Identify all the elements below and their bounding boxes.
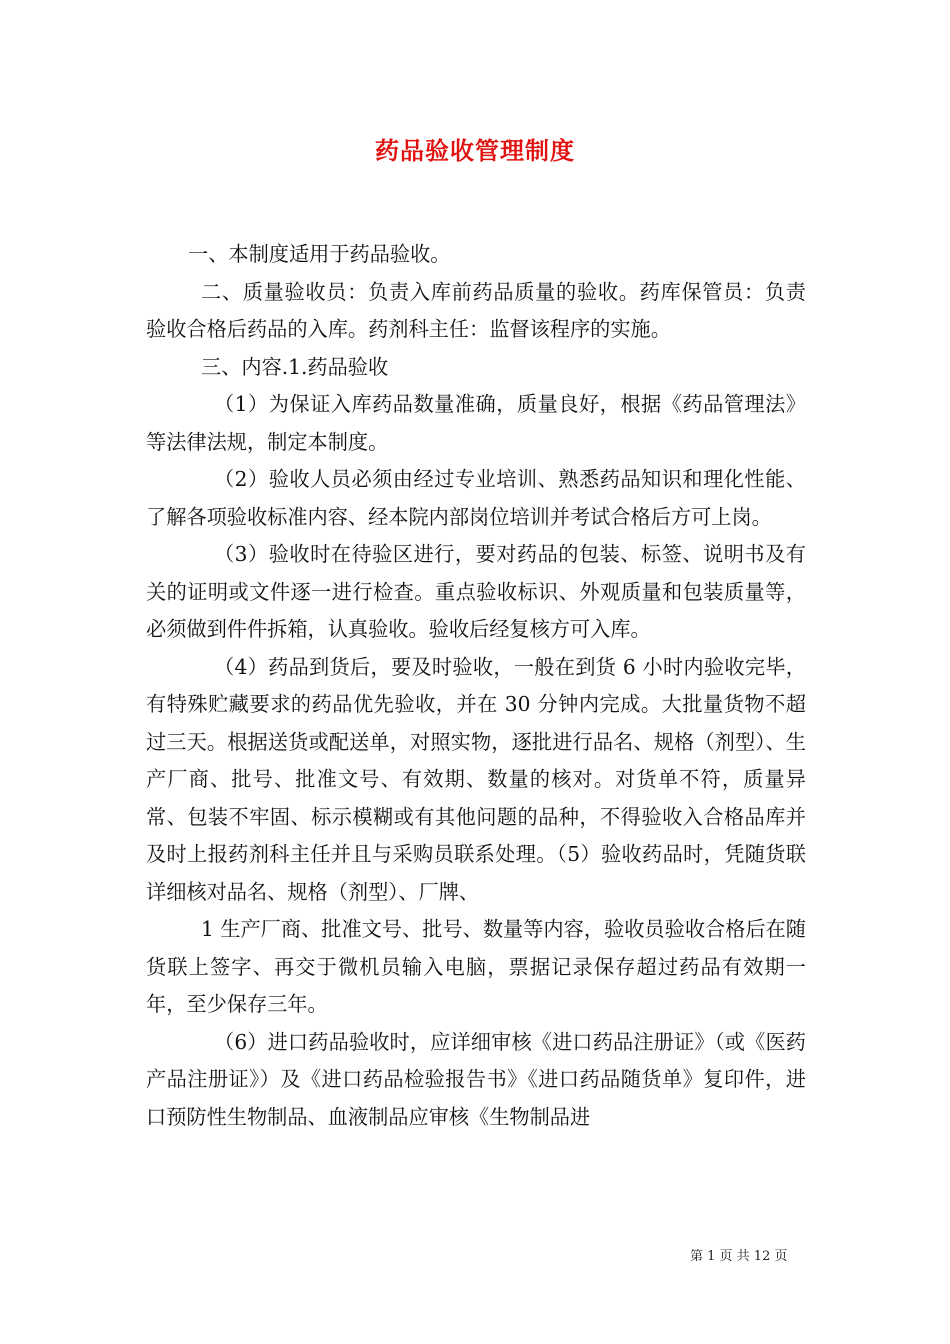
- paragraph-item-1: （1）为保证入库药品数量准确，质量良好，根据《药品管理法》等法律法规，制定本制度。: [146, 392, 806, 454]
- paragraph-scope: 一、本制度适用于药品验收。: [188, 242, 451, 266]
- paragraph-content-heading: 三、内容.1.药品验收: [201, 354, 389, 379]
- paragraph-item-4-5: （4）药品到货后，要及时验收，一般在到货 6 小时内验收完毕，有特殊贮藏要求的药品优先验收，并在 30 分钟内完成。大批量货物不超过三天。根据送货或配送单，对照实物，逐批进行品名、规格（剂型）、生产厂商、批号、批准文号、有效期、数量的核对。对货单不符，质量异常、包装不牢固、标示模糊或有其他问题的品种，不得验收入合格品库并及时上报药剂科主任并且与采购员联系处理。（5）验收药品时，凭随货联详细核对品名、规格（剂型）、厂牌、: [146, 654, 806, 904]
- paragraph-roles: 二、质量验收员：负责入库前药品质量的验收。药库保管员：负责验收合格后药品的入库。药剂科主任：监督该程序的实施。: [146, 279, 806, 341]
- document-body: [146, 236, 806, 1136]
- paragraph-item-2: （2）验收人员必须由经过专业培训、熟悉药品知识和理化性能、了解各项验收标准内容、经本院内部岗位培训并考试合格后方可上岗。: [146, 467, 806, 529]
- page-number-footer: 第 1 页 共 12 页: [690, 1249, 788, 1264]
- paragraph-item-3: （3）验收时在待验区进行，要对药品的包装、标签、说明书及有关的证明或文件逐一进行检查。重点验收标识、外观质量和包装质量等，必须做到件件拆箱，认真验收。验收后经复核方可入库。: [146, 542, 806, 641]
- paragraph-continuation: 1 生产厂商、批准文号、批号、数量等内容，验收员验收合格后在随货联上签字、再交于微机员输入电脑，票据记录保存超过药品有效期一年，至少保存三年。: [146, 917, 806, 1016]
- document-title: 药品验收管理制度: [375, 136, 575, 165]
- paragraph-item-6: （6）进口药品验收时，应详细审核《进口药品注册证》（或《医药产品注册证》）及《进口药品检验报告书》《进口药品随货单》复印件，进口预防性生物制品、血液制品应审核《生物制品进: [146, 1029, 806, 1129]
